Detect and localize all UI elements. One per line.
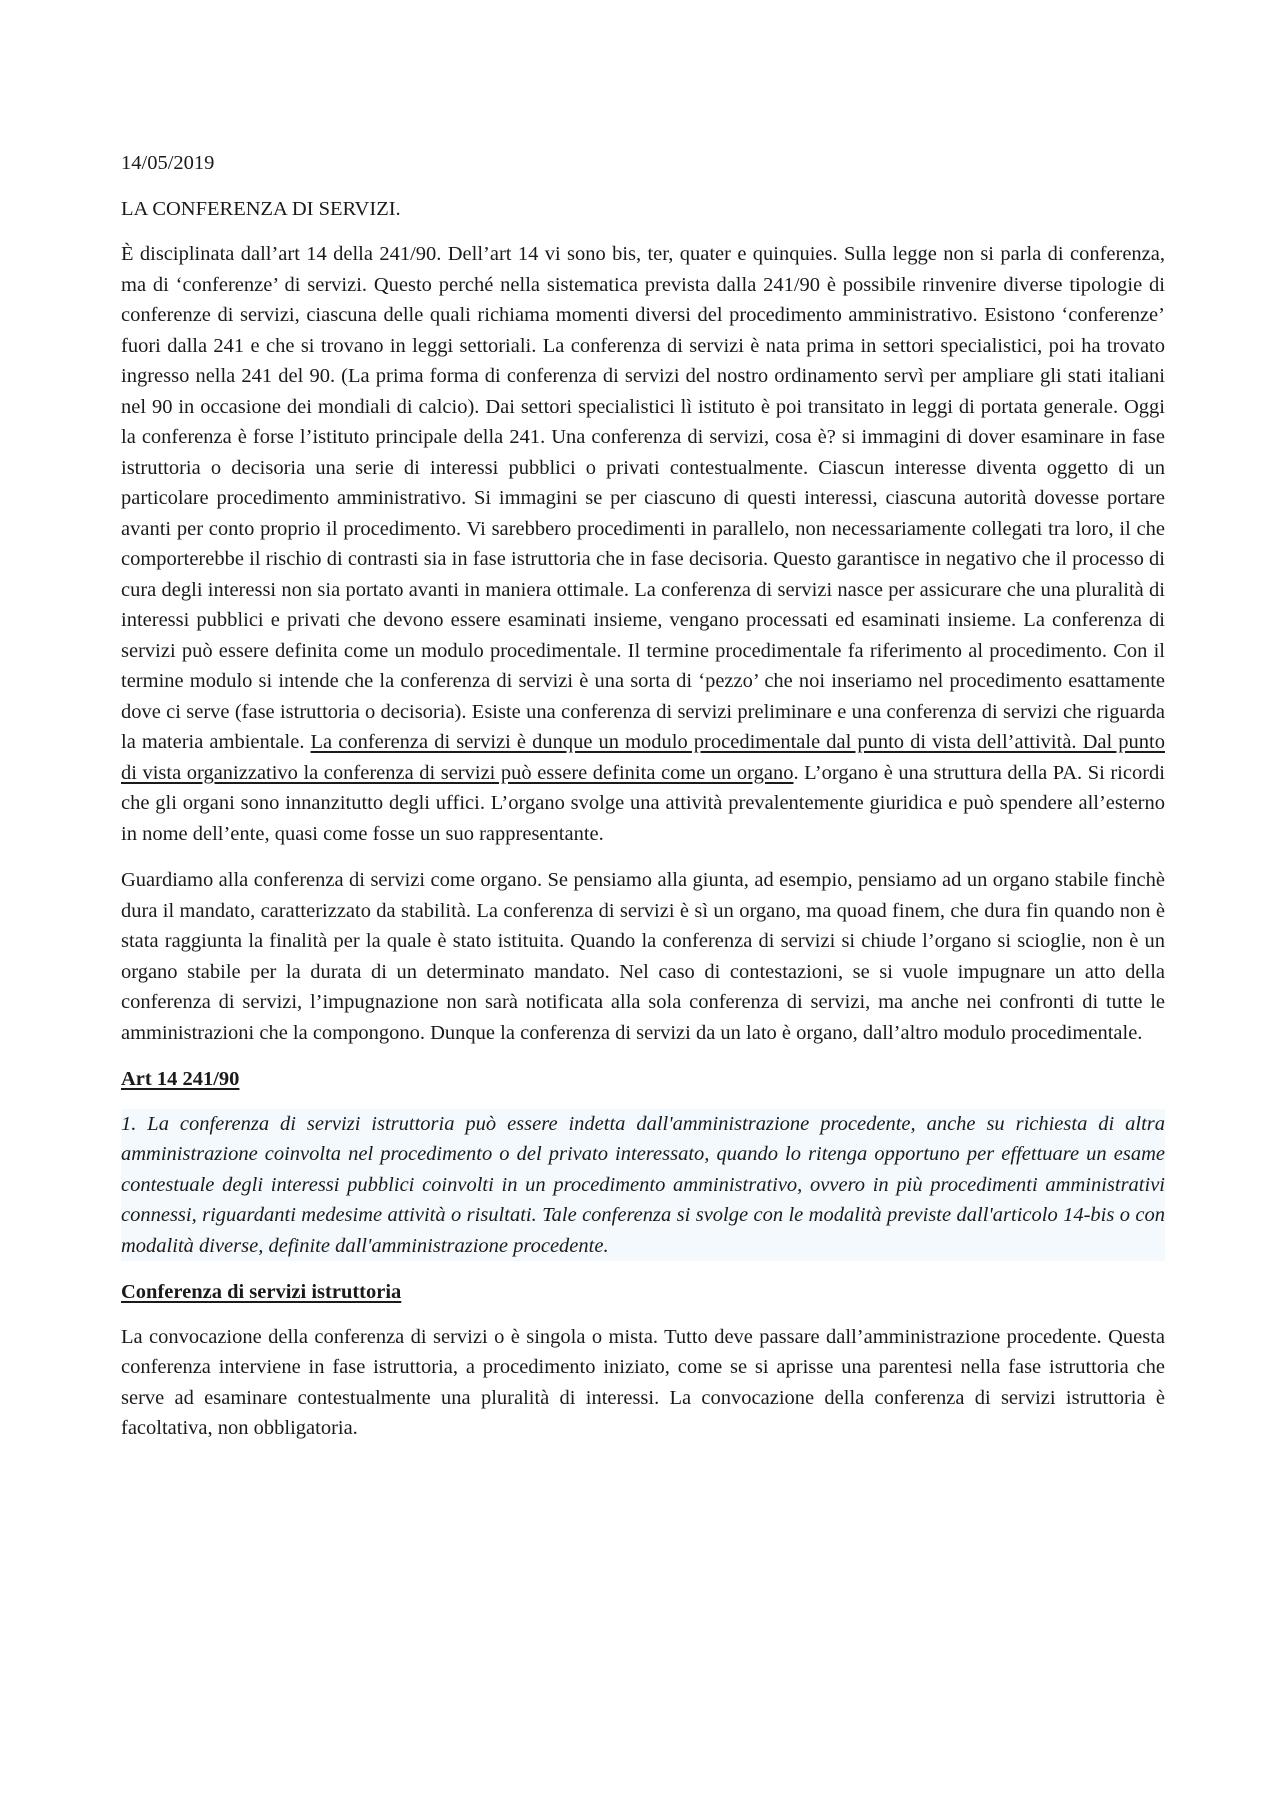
heading-conferenza-istruttoria: Conferenza di servizi istruttoria: [121, 1281, 402, 1303]
paragraph-intro-underlined: La conferenza di servizi è dunque un modulo procedimentale dal punto di vista dell’attività. Dal punto di vista organizzativo la conferenza di servizi può essere definita come un organo: [121, 731, 1165, 784]
paragraph-istruttoria: La convocazione della conferenza di servizi o è singola o mista. Tutto deve passare dall’amministrazione procedente. Questa conferenza interviene in fase istruttoria, a procedimento iniziato, come se si aprisse una parentesi nella fase istruttoria che serve ad esaminare contestualmente una pluralità di interessi. La convocazione della conferenza di servizi istruttoria è facoltativa, non obbligatoria.: [121, 1325, 1165, 1439]
paragraph-organo: Guardiamo alla conferenza di servizi come organo. Se pensiamo alla giunta, ad esempio, pensiamo ad un organo stabile finchè dura il mandato, caratterizzato da stabilità. La conferenza di servizi è sì un organo, ma quoad finem, che dura fin quando non è stata raggiunta la finalità per la quale è stato istituita. Quando la conferenza di servizi si chiude l’organo si scioglie, non è un organo stabile per la durata di un determinato mandato. Nel caso di contestazioni, se si vuole impugnare un atto della conferenza di servizi, l’impugnazione non sarà notificata alla sola conferenza di servizi, ma anche nei confronti di tutte le amministrazioni che la compongono. Dunque la conferenza di servizi da un lato è organo, dall’altro modulo procedimentale.: [121, 869, 1165, 1044]
document-title: LA CONFERENZA DI SERVIZI.: [121, 197, 401, 220]
document-page: [121, 148, 1165, 1460]
paragraph-intro: [121, 239, 1165, 849]
paragraph-intro-text: È disciplinata dall’art 14 della 241/90. Dell’art 14 vi sono bis, ter, quater e quinquies. Sulla legge non si parla di conferenza, ma di ‘conferenze’ di servizi. Questo perché nella sistematica prevista dalla 241/90 è possibile rinvenire diverse tipologie di conferenze di servizi, ciascuna delle quali richiama momenti diversi del procedimento amministrativo. Esistono ‘conferenze’ fuori dalla 241 e che si trovano in leggi settoriali. La conferenza di servizi è nata prima in settori specialistici, poi ha trovato ingresso nella 241 del 90. (La prima forma di conferenza di servizi del nostro ordinamento servì per ampliare gli stati italiani nel 90 in occasione dei mondiali di calcio). Dai settori specialistici lì istituto è poi transitato in leggi di portata generale. Oggi la conferenza è forse l’istituto principale della 241. Una conferenza di servizi, cosa è? si immagini di dover esaminare in fase istruttoria o decisoria una serie di interessi pubblici o privati contestualmente. Ciascun interesse diventa oggetto di un particolare procedimento amministrativo. Si immagini se per ciascuno di questi interessi, ciascuna autorità dovesse portare avanti per conto proprio il procedimento. Vi sarebbero procedimenti in parallelo, non necessariamente collegati tra loro, il che comporterebbe il rischio di contrasti sia in fase istruttoria che in fase decisoria. Questo garantisce in negativo che il processo di cura degli interessi non sia portato avanti in maniera ottimale. La conferenza di servizi nasce per assicurare che una pluralità di interessi pubblici e privati che devono essere esaminati insieme, vengano processati ed esaminati insieme. La conferenza di servizi può essere definita come un modulo procedimentale. Il termine procedimentale fa riferimento al procedimento. Con il termine modulo si intende che la conferenza di servizi è una sorta di ‘pezzo’ che noi inseriamo nel procedimento esattamente dove ci serve (fase istruttoria o decisoria). Esiste una conferenza di servizi preliminare e una conferenza di servizi che riguarda la materia ambientale.: [121, 243, 1165, 753]
document-date: 14/05/2019: [121, 152, 215, 174]
heading-art-14: Art 14 241/90: [121, 1068, 240, 1090]
paragraph-intro-tail: . L’organo è una struttura della PA. Si ricordi che gli organi sono innanzitutto degli uffici. L’organo svolge una attività prevalentemente giuridica e può spendere all’esterno in nome dell’ente, quasi come fosse un suo rappresentante.: [121, 761, 1165, 845]
quote-art-14: 1. La conferenza di servizi istruttoria può essere indetta dall'amministrazione procedente, anche su richiesta di altra amministrazione coinvolta nel procedimento o del privato interessato, quando lo ritenga opportuno per effettuare un esame contestuale degli interessi pubblici coinvolti in un procedimento amministrativo, ovvero in più procedimenti amministrativi connessi, riguardanti medesime attività o risultati. Tale conferenza si svolge con le modalità previste dall'articolo 14-bis o con modalità diverse, definite dall'amministrazione procedente.: [121, 1109, 1165, 1262]
